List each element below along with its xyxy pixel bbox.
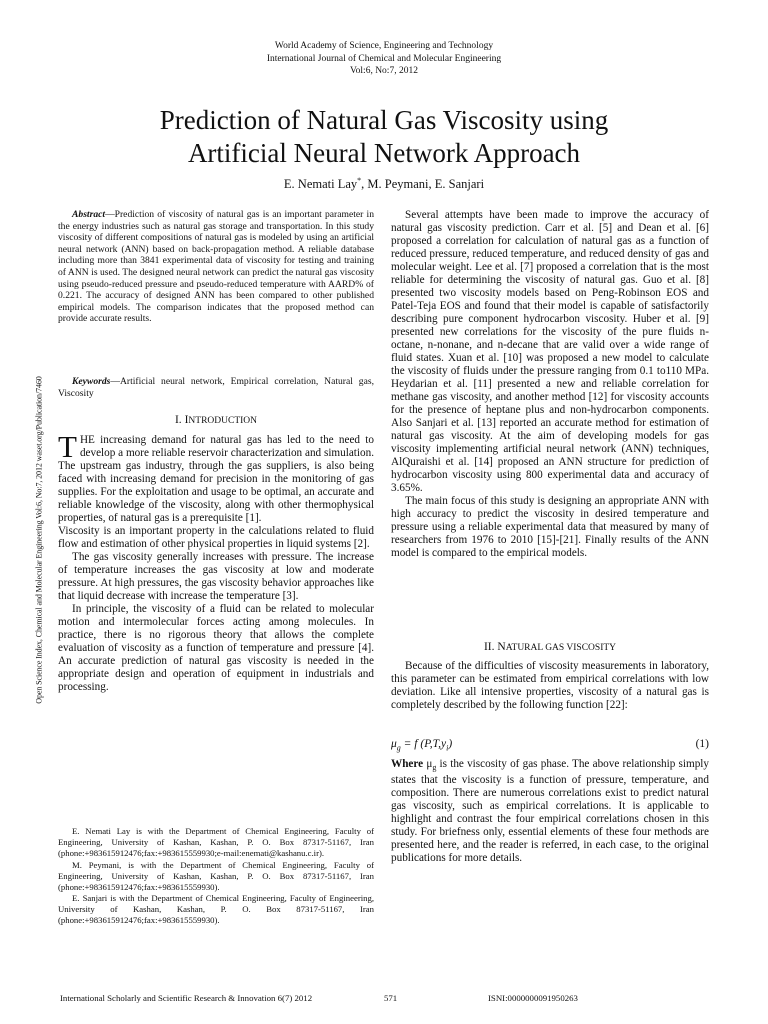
section-2-body-continued <box>391 758 709 865</box>
drop-cap: T <box>58 429 77 464</box>
footer-right: ISNI:0000000091950263 <box>488 993 578 1003</box>
section-2-paragraph-1: Because of the difficulties of viscosity measurements in laboratory, this parameter can be estimated from empirical correlations with low deviation. Like all intensive properties, viscosity of a natural gas is completely described by the following function [22]: <box>391 660 709 711</box>
right-paragraph-2: The main focus of this study is designing an appropriate ANN with high accuracy to predict the viscosity in desired temperature and pressure using a reliable experimental data that measured by many of researchers from 1976 to 2010 [15]-[21]. Finally results of the ANN model is compared to the empirical models. <box>391 495 709 559</box>
right-paragraph-1: Several attempts have been made to improve the accuracy of natural gas viscosity prediction. Carr et al. [5] and Dean et al. [6] proposed a correlation for calculation of natural gas as a function of reduced pressure, reduced temperature, and reduced density of gas and molecular weight. Lee et al. [7] proposed a correlation that is the most reliable for determining the viscosity of natural gas. Guo et al. [8] presented two viscosity models based on Peng-Robinson EOS and Patel-Teja EOS and found that their model is capable of satisfactorily describing pure component hydrocarbon viscosity. Huber et al. [9] presented new correlations for the viscosity of the pure fluids n-octane, n-nonane, and n-decane that are valid over a wide range of fluid states. Xuan et al. [10] was proposed a new model to calculate the viscosity of fluids under the pressure ranging from 0.1 to110 MPa. Heydarian et al. [11] presented a new and reliable correlation for methane gas viscosity, and another method [12] for viscosity accounts for the presence of heptane plus and non-hydrocarbon components. Also Sanjari et al. [13] reported an accurate method for estimation of natural gas viscosity. At the aim of developing models for gas viscosity implementing artificial neural network (ANN) techniques, AlQuraishi et al. [14] proposed an ANN structure for prediction of hydrocarbon viscosity using 800 experimental data and accuracy of 3.65%. <box>391 209 709 494</box>
section-2-initial: N <box>497 641 506 653</box>
where-label: Where <box>391 758 427 770</box>
authors <box>0 176 768 192</box>
equation-mu: μ <box>391 738 397 750</box>
section-2-rest: ATURAL GAS VISCOSITY <box>505 643 617 653</box>
author-mark: * <box>357 176 362 185</box>
side-label-text: Open Science Index, Chemical and Molecular Engineering Vol:6, No:7, 2012 waset.org/Publication/7460 <box>34 376 44 704</box>
keywords-dash: — <box>110 376 120 387</box>
where-sub-g: g <box>432 763 437 773</box>
intro-paragraph-1: HE increasing demand for natural gas has led to the need to develop a more reliable reservoir characterization and simulation. The upstream gas industry, through the gas suppliers, is also being faced with increasing demand for precision in the monitoring of gas supplies. For the exploitation and usage to be optimal, an accurate and reliable knowledge of the viscosity, along with other thermophysical properties, of natural gas is a prerequisite [1]. <box>58 434 374 524</box>
page-number: 571 <box>384 993 398 1003</box>
paper-title <box>60 104 708 170</box>
equation-sub-g: g <box>396 743 401 753</box>
abstract-label: Abstract <box>72 209 106 220</box>
equation-sub-i: i <box>446 743 449 753</box>
footer-left: International Scholarly and Scientific Research & Innovation 6(7) 2012 <box>60 993 313 1003</box>
footnote-3: E. Sanjari is with the Department of Chemical Engineering, Faculty of Engineering, University of Kashan, Kashan, P. O. Box 87317-51167, Iran (phone:+983615912476;fax:+983615559930). <box>58 893 374 926</box>
author-footnotes <box>58 826 374 927</box>
introduction-body <box>58 429 374 694</box>
intro-paragraph-4: In principle, the viscosity of a fluid can be related to molecular motion and intermolecular forces acting among molecules. In practice, there is no rigorous theory that allows the complete evaluation of viscosity as a function of temperature and pressure [4]. An accurate prediction of natural gas viscosity is needed in the appropriate design and operation of equipment in industrials and processing. <box>58 603 374 693</box>
header-line-3: Vol:6, No:7, 2012 <box>350 66 418 76</box>
section-1-number: I. <box>174 414 185 426</box>
equation-1 <box>391 738 709 752</box>
section-heading-natural-gas-viscosity <box>391 641 709 653</box>
author-rest: , M. Peymani, E. Sanjari <box>361 177 485 192</box>
intro-paragraph-3: The gas viscosity generally increases with pressure. The increase of temperature increases the gas viscosity at low and moderate pressure. At high pressures, the gas viscosity behavior approaches like that liquid decrease with increase the temperature [3]. <box>58 551 374 602</box>
title-line-2: Artificial Neural Network Approach <box>187 138 581 168</box>
footnote-1: E. Nemati Lay is with the Department of Chemical Engineering, Faculty of Engineering, University of Kashan, Kashan, P. O. Box 87317-51167, Iran (phone:+983615912476;fax:+983615559930;e-mail:enemati@kashanu.c.ir). <box>58 826 374 858</box>
where-text: is the viscosity of gas phase. The above relationship simply states that the viscosity is a function of pressure, temperature, and composition. There are numerous correlations exist to predict natural gas viscosity, such as empirical correlations. It is applicable to highlight and contrast the four empirical correlations chosen in this study. For briefness only, essential elements of these four methods are presented here, and the reader is referred, in each case, to the original publications for more details. <box>391 758 710 865</box>
section-2-body <box>391 660 709 712</box>
equation-close: ) <box>448 738 453 750</box>
abstract-dash: — <box>105 209 115 220</box>
keywords <box>58 376 374 399</box>
header-line-1: World Academy of Science, Engineering and Technology <box>274 41 494 51</box>
abstract <box>58 209 374 325</box>
abstract-text: Prediction of viscosity of natural gas is an important parameter in the energy industries such as natural gas storage and transportation. In this study viscosity of different compositions of natural gas is modeled by using an artificial neural network (ANN) based on back-propagation method. A reliable database including more than 3841 experimental data of viscosity for testing and training of ANN is used. The designed neural network can predict the natural gas viscosity using pseudo-reduced pressure and pseudo-reduced temperature with AARD% of 0.221. The accuracy of designed ANN has been compared to other published empirical models. The comparison indicates that the proposed method can provide accurate results. <box>58 209 374 325</box>
author-1: E. Nemati Lay <box>283 177 358 192</box>
journal-header <box>0 40 768 78</box>
section-heading-introduction <box>58 414 374 426</box>
equation-number: (1) <box>695 738 709 750</box>
equation-rhs: = f (P,T,y <box>400 738 447 750</box>
keywords-text: Artificial neural network, Empirical correlation, Natural gas, Viscosity <box>58 376 374 399</box>
section-1-rest: NTRODUCTION <box>188 416 258 426</box>
section-2-number: II. <box>483 641 498 653</box>
header-line-2: International Journal of Chemical and Molecular Engineering <box>266 53 502 64</box>
right-column-body <box>391 209 709 560</box>
footnote-2: M. Peymani, is with the Department of Chemical Engineering, Faculty of Engineering, University of Kashan, Kashan, P. O. Box 87317-51167, Iran (phone:+983615912476;fax:+983615559930). <box>58 859 374 892</box>
keywords-label: Keywords <box>72 376 111 387</box>
section-1-initial: I <box>184 414 189 426</box>
title-line-1: Prediction of Natural Gas Viscosity using <box>159 105 609 135</box>
where-mu: μ <box>426 758 433 770</box>
intro-paragraph-2: Viscosity is an important property in the calculations related to fluid flow and estimation of other physical properties in liquid systems [2]. <box>58 525 374 550</box>
